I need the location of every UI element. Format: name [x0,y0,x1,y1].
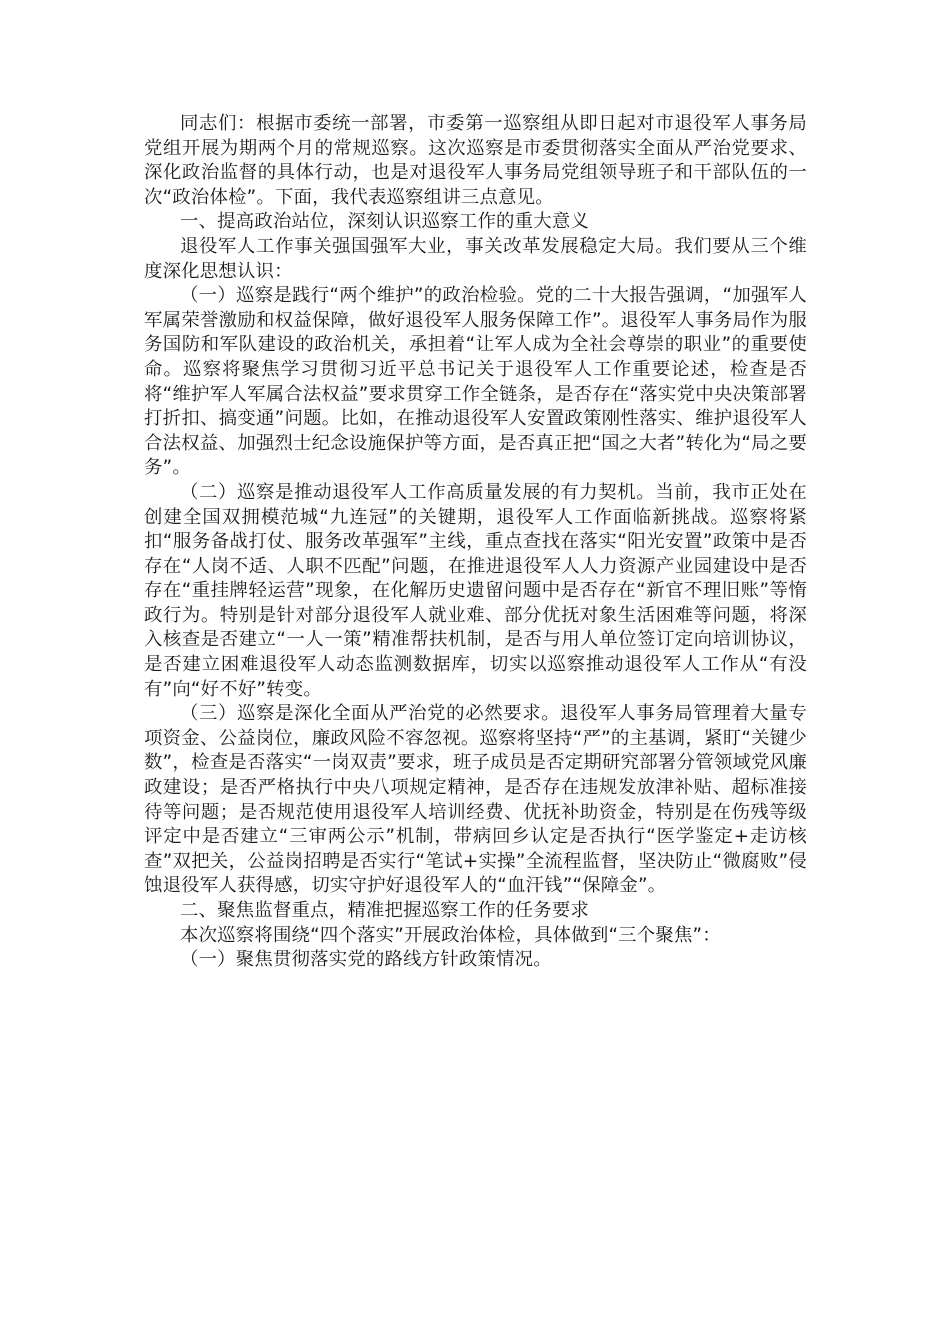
document-page [144,112,807,973]
section-1-point-2: （二）巡察是推动退役军人工作高质量发展的有力契机。当前，我市正处在创建全国双拥模范城“九连冠”的关键期，退役军人工作面临新挑战。巡察将紧扣“服务备战打仗、服务改革强军”主线，重点查找在落实“阳光安置”政策中是否存在“人岗不适、人职不匹配”问题，在推进退役军人人力资源产业园建设中是否存在“重挂牌轻运营”现象，在化解历史遗留问题中是否存在“新官不理旧账”等惰政行为。特别是针对部分退役军人就业难、部分优抚对象生活困难等问题，将深入核查是否建立“一人一策”精准帮扶机制，是否与用人单位签订定向培训协议，是否建立困难退役军人动态监测数据库，切实以巡察推动退役军人工作从“有没有”向“好不好”转变。 [144,481,807,700]
section-heading-1: 一、提高政治站位，深刻认识巡察工作的重大意义 [180,211,589,233]
section-1-point-3: （三）巡察是深化全面从严治党的必然要求。退役军人事务局管理着大量专项资金、公益岗位，廉政风险不容忽视。巡察将坚持“严”的主基调，紧盯“关键少数”，检查是否落实“一岗双责”要求，班子成员是否定期研究部署分管领域党风廉政建设；是否严格执行中央八项规定精神，是否存在违规发放津补贴、超标准接待等问题；是否规范使用退役军人培训经费、优抚补助资金，特别是在伤残等级评定中是否建立“三审两公示”机制，带病回乡认定是否执行“医学鉴定+走访核查”双把关，公益岗招聘是否实行“笔试+实操”全流程监督，坚决防止“微腐败”侵蚀退役军人获得感，切实守护好退役军人的“血汗钱”“保障金”。 [144,703,807,897]
section-2-point-1: （一）聚焦贯彻落实党的路线方针政策情况。 [180,949,552,971]
section-1-point-1: （一）巡察是践行“两个维护”的政治检验。党的二十大报告强调，“加强军人军属荣誉激励和权益保障，做好退役军人服务保障工作”。退役军人事务局作为服务国防和军队建设的政治机关，承担着“让军人成为全社会尊崇的职业”的重要使命。巡察将聚焦学习贯彻习近平总书记关于退役军人工作重要论述，检查是否将“维护军人军属合法权益”要求贯穿工作全链条，是否存在“落实党中央决策部署打折扣、搞变通”问题。比如，在推动退役军人安置政策刚性落实、维护退役军人合法权益、加强烈士纪念设施保护等方面，是否真正把“国之大者”转化为“局之要务”。 [144,285,807,479]
section-2-intro: 本次巡察将围绕“四个落实”开展政治体检，具体做到“三个聚焦”： [180,924,721,946]
section-1-intro: 退役军人工作事关强国强军大业，事关改革发展稳定大局。我们要从三个维度深化思想认识： [144,235,807,282]
section-heading-2: 二、聚焦监督重点，精准把握巡察工作的任务要求 [180,900,589,921]
opening-paragraph: 同志们：根据市委统一部署，市委第一巡察组从即日起对市退役军人事务局党组开展为期两个月的常规巡察。这次巡察是市委贯彻落实全面从严治党要求、深化政治监督的具体行动，也是对退役军人事务局党组领导班子和干部队伍的一次“政治体检”。下面，我代表巡察组讲三点意见。 [144,113,807,208]
